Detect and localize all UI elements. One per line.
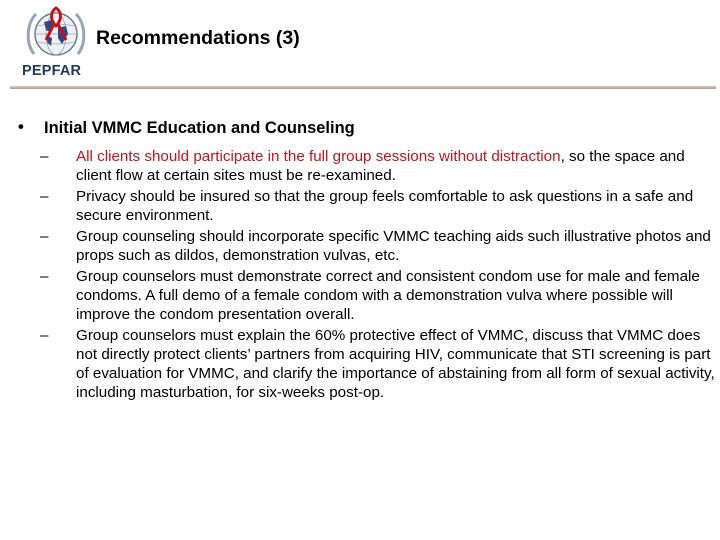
subpoint-text: Group counselors must demonstrate correct and consistent condom use for male and female condoms. A full demo of a female condom with a demonstration vulva where possible will improve the condom presentation overall. [76,268,700,323]
subpoint-item [18,267,718,324]
title-divider [10,86,716,89]
subpoint-item [18,147,718,185]
logo-text: PEPFAR [22,63,82,79]
subpoint-highlight: All clients should participate in the full group sessions without distraction [76,148,561,165]
subpoint-item [18,326,718,402]
main-bullet [18,119,718,141]
main-bullet-text: Initial VMMC Education and Counseling [44,119,355,137]
subpoint-text: Group counselors must explain the 60% protective effect of VMMC, discuss that VMMC does not directly protect clients’ partners from acquiring HIV, communicate that STI screening is part of evaluation for VMMC, and clarify the importance of abstaining from all form of sexual activity, including masturbation, for six-weeks post-op. [76,327,715,401]
subpoint-text: Privacy should be insured so that the group feels comfortable to ask questions in a safe and secure environment. [76,188,694,224]
subpoint-item [18,227,718,265]
slide-title: Recommendations (3) [96,27,300,49]
dash-icon: – [40,188,49,205]
pepfar-globe-ribbon-icon [24,4,88,62]
dash-icon: – [40,148,49,165]
subpoint-text: Group counseling should incorporate specific VMMC teaching aids such illustrative photos and props such as dildos, demonstration vulvas, etc. [76,228,711,264]
dash-icon: – [40,268,49,285]
pepfar-logo [22,4,92,84]
bullet-icon: • [18,118,24,136]
subpoint-list [18,147,718,402]
subpoint-item [18,187,718,225]
dash-icon: – [40,327,49,344]
dash-icon: – [40,228,49,245]
slide-content [18,119,718,404]
subpoint-text: , so the space and client flow at certain sites must be re-examined. [76,148,685,184]
